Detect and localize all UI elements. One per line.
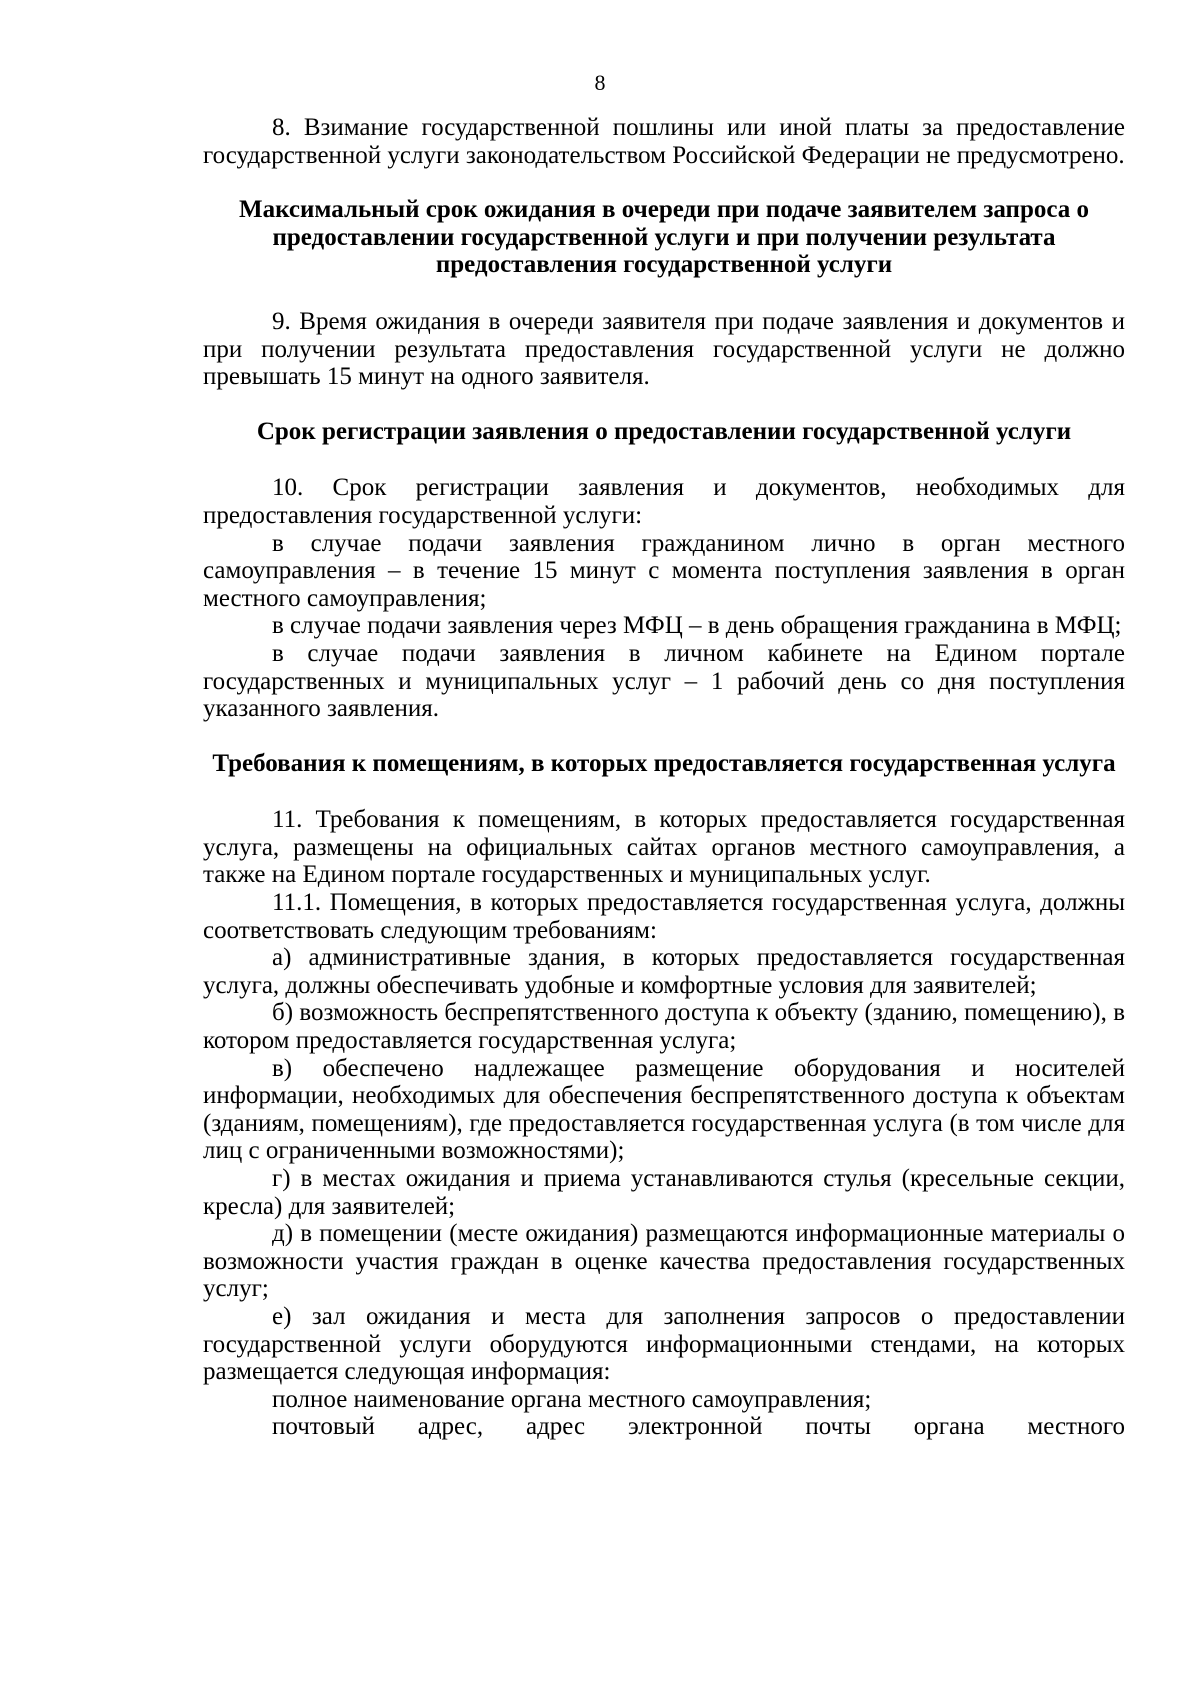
paragraph-11-d: д) в помещении (месте ожидания) размещаются информационные материалы о возможности участия граждан в оценке качества предоставления государственных услуг; — [203, 1220, 1125, 1303]
paragraph-10-portal: в случае подачи заявления в личном кабинете на Едином портале государственных и муниципальных услуг – 1 рабочий день со дня поступления указанного заявления. — [203, 639, 1125, 723]
heading-premises-requirements: Требования к помещениям, в которых предоставляется государственная услуга — [212, 749, 1116, 777]
paragraph-9: 9. Время ожидания в очереди заявителя при подаче заявления и документов и при получении результата предоставления государственной услуги не должно превышать 15 минут на одного заявителя. — [203, 307, 1125, 391]
paragraph-11: 11. Требования к помещениям, в которых предоставляется государственная услуга, размещены на официальных сайтах органов местного самоуправления, а также на Едином портале государственных и муниципальных услуг. — [203, 806, 1125, 889]
paragraph-11-v: в) обеспечено надлежащее размещение оборудования и носителей информации, необходимых для обеспечения беспрепятственного доступа к объектам (зданиям, помещениям), где предоставляется государственная услуга (в том числе для лиц с ограниченными возможностями); — [203, 1054, 1125, 1165]
paragraph-11-e-item-1: полное наименование органа местного самоуправления; — [272, 1385, 872, 1413]
paragraph-10-in-person: в случае подачи заявления гражданином лично в орган местного самоуправления – в течение 15 минут с момента поступления заявления в орган местного самоуправления; — [203, 529, 1125, 612]
paragraph-8: 8. Взимание государственной пошлины или иной платы за предоставление государственной услуги законодательством Российской Федерации не предусмотрено. — [203, 114, 1125, 169]
heading-registration-time: Срок регистрации заявления о предоставлении государственной услуги — [256, 417, 1072, 445]
paragraph-10-mfc: в случае подачи заявления через МФЦ – в день обращения гражданина в МФЦ; — [272, 612, 1122, 640]
paragraph-11-b: б) возможность беспрепятственного доступа к объекту (зданию, помещению), в котором предоставляется государственная услуга; — [203, 999, 1125, 1055]
document-body — [203, 114, 1125, 1441]
paragraph-11-e: е) зал ожидания и места для заполнения запросов о предоставлении государственной услуги оборудуются информационными стендами, на которых размещается следующая информация: — [203, 1302, 1125, 1386]
paragraph-10: 10. Срок регистрации заявления и документов, необходимых для предоставления государственной услуги: — [203, 474, 1125, 529]
page-number: 8 — [594, 70, 606, 95]
paragraph-11-g: г) в местах ожидания и приема устанавливаются стулья (кресельные секции, кресла) для заявителей; — [203, 1165, 1125, 1220]
paragraph-11-a: а) административные здания, в которых предоставляется государственная услуга, должны обеспечивать удобные и комфортные условия для заявителей; — [203, 944, 1125, 999]
paragraph-11-1: 11.1. Помещения, в которых предоставляется государственная услуга, должны соответствовать следующим требованиям: — [203, 889, 1125, 944]
heading-queue-waiting-time: Максимальный срок ожидания в очереди при подаче заявителем запроса о предоставлении государственной услуги и при получении результата предоставления государственной услуги — [238, 196, 1089, 279]
paragraph-11-e-item-2: почтовый адрес, адрес электронной почты органа местного — [272, 1413, 1125, 1441]
